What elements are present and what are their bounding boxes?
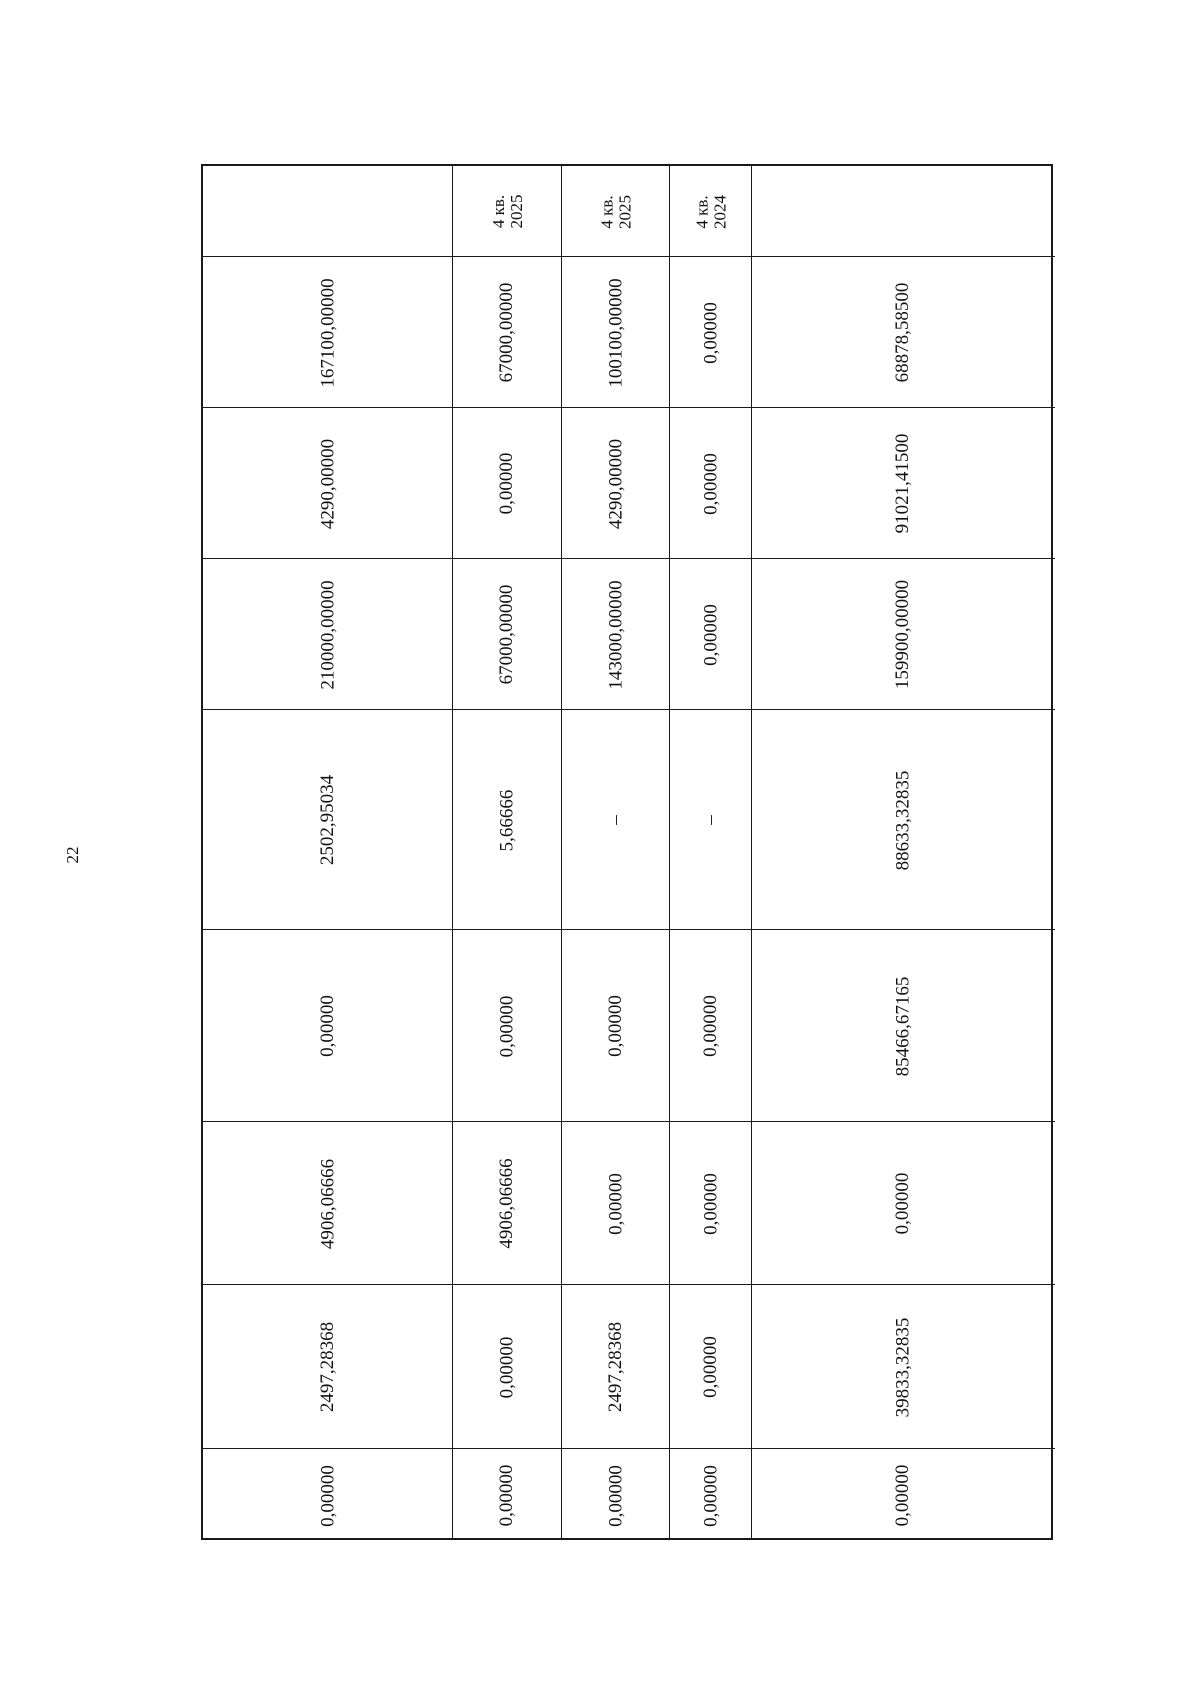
table-cell: 167100,00000 — [316, 277, 338, 388]
table-cell: 5,66666 — [496, 789, 518, 851]
table-cell: 0,00000 — [496, 995, 518, 1057]
table-cell: 2497,28368 — [316, 1321, 338, 1413]
header-cell: 4 кв. 2024 — [692, 194, 729, 229]
table-cell: 143000,00000 — [604, 579, 626, 690]
table-cell: 2502,95034 — [316, 774, 338, 866]
table-cell: 68878,58500 — [892, 282, 914, 383]
table-cell: 0,00000 — [699, 301, 721, 364]
table-cell: 91021,41500 — [892, 433, 914, 534]
header-cell — [752, 166, 1055, 257]
table-cell: 0,00000 — [496, 1464, 518, 1527]
table-cell: 210000,00000 — [316, 579, 338, 690]
table-cell: 67000,00000 — [496, 282, 518, 383]
table-cell: 100100,00000 — [604, 277, 626, 388]
table-cell: 0,00000 — [699, 995, 721, 1057]
header-cell: 4 кв. 2025 — [488, 194, 526, 229]
table-cell: 0,00000 — [496, 1336, 518, 1398]
table-cell: 88633,32835 — [892, 770, 914, 870]
table-cell: 0,00000 — [699, 452, 721, 515]
table-cell: 0,00000 — [699, 603, 721, 666]
table-cell: 39833,32835 — [892, 1317, 914, 1417]
table-cell: 85466,67165 — [892, 976, 914, 1076]
header-cell: 4 кв. 2025 — [597, 194, 634, 229]
table-cell: 4290,00000 — [604, 438, 626, 529]
table-cell: 0,00000 — [316, 1464, 338, 1527]
header-cell — [203, 166, 453, 257]
table-cell: 0,00000 — [699, 1172, 721, 1235]
table-cell: 0,00000 — [496, 452, 518, 515]
table-cell: 0,00000 — [604, 1172, 626, 1235]
table-cell: 0,00000 — [699, 1336, 721, 1398]
table-cell: 4906,06666 — [496, 1158, 518, 1249]
table-cell: 4906,06666 — [316, 1158, 338, 1249]
table-cell: 67000,00000 — [496, 584, 518, 685]
table-cell: 0,00000 — [604, 1464, 626, 1527]
table-cell: 0,00000 — [316, 995, 338, 1057]
page-number: 22 — [63, 846, 82, 864]
data-table — [201, 164, 1053, 1540]
table-cell: 0,00000 — [699, 1464, 721, 1527]
table-cell: 4290,00000 — [316, 438, 338, 529]
table-cell: – — [604, 815, 626, 825]
table-cell: 2497,28368 — [604, 1321, 626, 1413]
table-cell: – — [699, 815, 721, 825]
table-cell: 0,00000 — [892, 1172, 914, 1235]
table-cell: 0,00000 — [604, 995, 626, 1057]
table-cell: 0,00000 — [892, 1464, 914, 1527]
table-cell: 159900,00000 — [892, 579, 914, 690]
